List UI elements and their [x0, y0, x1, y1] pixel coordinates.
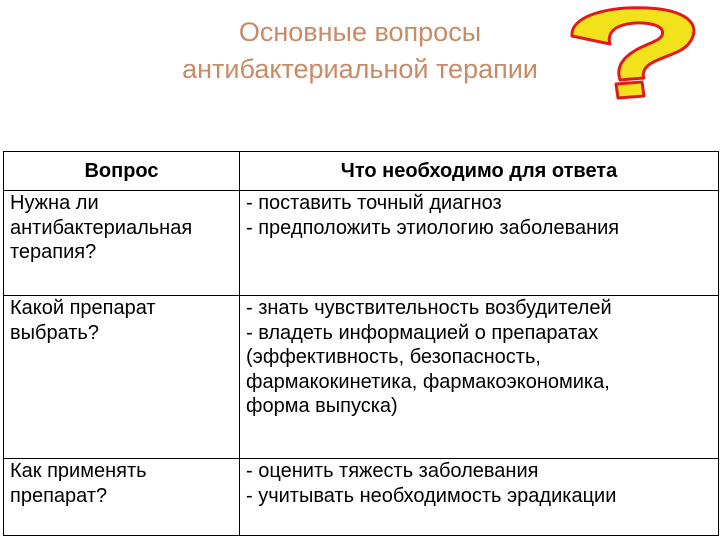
question-line: Нужна ли: [10, 192, 99, 214]
answer-line: - учитывать необходимость эрадикации: [246, 484, 617, 507]
title-line-2: антибактериальной терапии: [182, 54, 538, 84]
question-line: антибактериальная: [10, 216, 193, 239]
title-line-1: Основные вопросы: [238, 17, 482, 47]
answer-line: фармакокинетика, фармакоэкономика,: [246, 370, 610, 393]
table-row: [4, 459, 719, 536]
header-question: Вопрос: [4, 152, 240, 191]
question-cell: [4, 459, 240, 536]
table-row: [4, 296, 719, 459]
question-line: Какой препарат: [10, 297, 156, 319]
page-title: [110, 14, 610, 88]
question-cell: [4, 191, 240, 296]
table-row: [4, 191, 719, 296]
qa-table: [3, 151, 719, 536]
answer-line: - владеть информацией о препаратах: [246, 321, 599, 344]
answer-line: - предположить этиологию заболевания: [246, 216, 620, 239]
question-line: Как применять: [10, 460, 147, 482]
question-line: терапия?: [10, 241, 97, 263]
question-mark-icon: [558, 2, 708, 100]
header-answer: Что необходимо для ответа: [240, 152, 719, 191]
answer-cell: [240, 296, 719, 459]
question-line: препарат?: [10, 484, 108, 507]
answer-cell: [240, 191, 719, 296]
answer-cell: [240, 459, 719, 536]
question-cell: [4, 296, 240, 459]
question-line: выбрать?: [10, 321, 99, 344]
answer-line: - поставить точный диагноз: [246, 192, 502, 214]
table-header-row: [4, 152, 719, 191]
answer-line: - оценить тяжесть заболевания: [246, 460, 539, 482]
answer-line: форма выпуска): [246, 395, 398, 417]
answer-line: (эффективность, безопасность,: [246, 346, 541, 368]
answer-line: - знать чувствительность возбудителей: [246, 297, 612, 319]
